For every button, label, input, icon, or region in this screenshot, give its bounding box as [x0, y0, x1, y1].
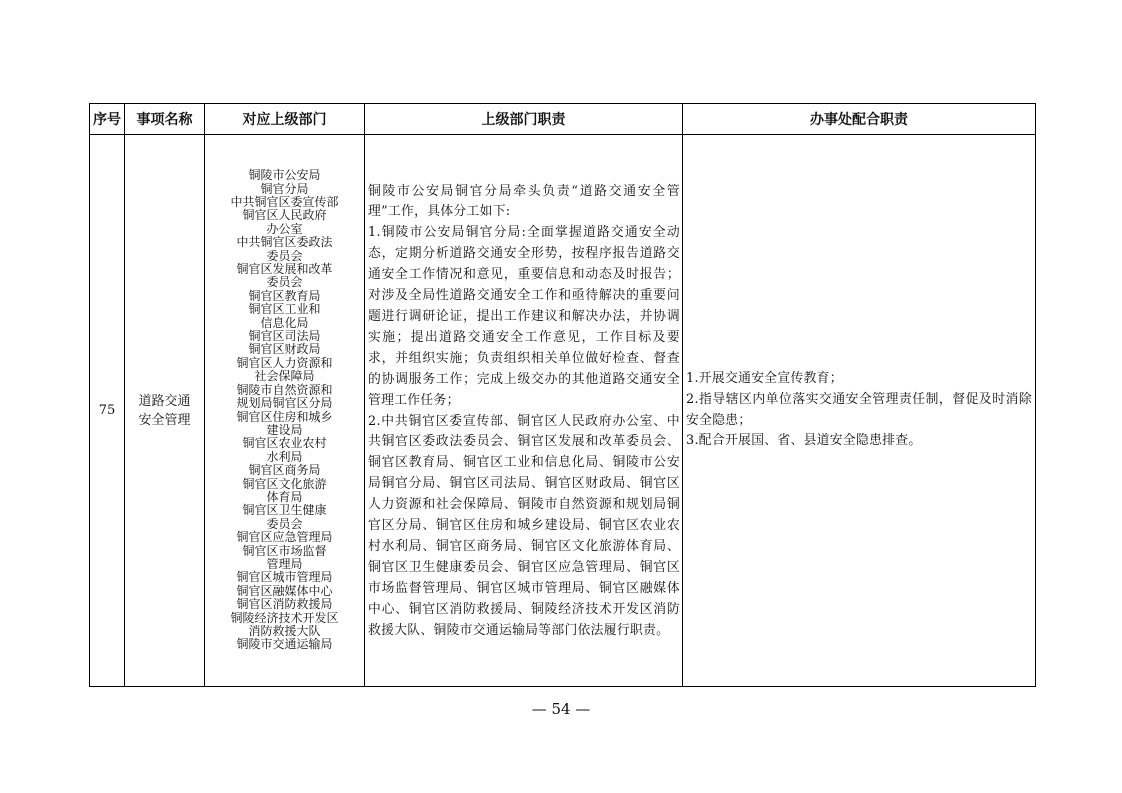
dept-line: 规划局铜官区分局	[236, 396, 333, 411]
dept-line: 铜官区发展和改革	[236, 262, 333, 277]
dept-line: 社会保障局	[254, 369, 315, 384]
coop-item: 1.开展交通安全宣传教育；	[686, 370, 843, 386]
row-coop	[683, 135, 1036, 687]
dept-line: 铜官区司法局	[248, 329, 321, 344]
name-line: 安全管理	[138, 412, 191, 428]
dept-line: 铜官区工业和	[248, 302, 321, 317]
dept-line: 委员会	[266, 275, 303, 290]
dept-line: 建设局	[266, 422, 303, 437]
dept-line: 铜陵经济技术开发区	[230, 610, 339, 625]
table-row	[90, 135, 1036, 687]
dept-line: 铜官区商务局	[248, 463, 321, 478]
dept-line: 铜官区应急管理局	[236, 530, 333, 545]
dept-line: 铜陵市自然资源和	[236, 382, 333, 397]
dept-line: 铜官区住房和城乡	[236, 409, 333, 424]
dept-line: 铜官区文化旅游	[242, 476, 327, 491]
header-dept: 对应上级部门	[205, 104, 365, 135]
header-name: 事项名称	[125, 104, 205, 135]
dept-line: 委员会	[266, 516, 303, 531]
row-seq: 75	[90, 135, 125, 687]
dept-line: 铜官区人民政府	[242, 208, 327, 223]
dept-line: 体育局	[266, 489, 303, 504]
row-name	[125, 135, 205, 687]
dept-line: 铜官区消防救援局	[236, 597, 333, 612]
dept-line: 消防救援大队	[248, 624, 321, 638]
dept-line: 中共铜官区委政法	[236, 235, 333, 250]
header-seq: 序号	[90, 104, 125, 135]
header-coop: 办事处配合职责	[683, 104, 1036, 135]
duty-paragraph: 1.铜陵市公安局铜官分局:全面掌握道路交通安全动态，定期分析道路交通安全形势，按程序报告道路交通安全工作情况和意见，重要信息和动态及时报告；对涉及全局性道路交通安全工作和亟待解决的重要问题进行调研论证，提出工作建议和解决办法，并协调实施；提出道路交通安全工作意见，工作目标及要求，并组织实施；负责组织相关单位做好检查、督查的协调服务工作；完成上级交办的其他道路交通安全管理工作任务；	[368, 225, 680, 408]
row-dept	[205, 135, 365, 687]
name-line: 道路交通	[138, 393, 191, 409]
dept-line: 水利局	[266, 449, 303, 464]
dept-line: 办公室	[266, 221, 303, 236]
header-duty: 上级部门职责	[365, 104, 683, 135]
page-number: — 54 —	[531, 700, 591, 718]
dept-line: 铜官分局	[260, 181, 309, 196]
dept-line: 管理局	[266, 556, 303, 571]
dept-line: 铜官区财政局	[248, 342, 321, 357]
dept-line: 信息化局	[260, 315, 309, 330]
dept-line: 铜官区教育局	[248, 288, 321, 303]
dept-line: 铜官区融媒体中心	[236, 583, 333, 598]
duty-paragraph: 铜陵市公安局铜官分局牵头负责“道路交通安全管理”工作，具体分工如下:	[368, 183, 680, 220]
dept-line: 铜官区人力资源和	[236, 355, 333, 370]
header-row	[90, 104, 1036, 135]
dept-line: 铜官区城市管理局	[236, 570, 333, 585]
coop-item: 3.配合开展国、省、县道安全隐患排查。	[686, 433, 922, 449]
duty-paragraph: 2.中共铜官区委宣传部、铜官区人民政府办公室、中共铜官区委政法委员会、铜官区发展和改革委员会、铜官区教育局、铜官区工业和信息化局、铜陵市公安局铜官分局、铜官区司法局、铜官区财政局、铜官区人力资源和社会保障局、铜陵市自然资源和规划局铜官区分局、铜官区住房和城乡建设局、铜官区农业农村水利局、铜官区商务局、铜官区文化旅游体育局、铜官区卫生健康委员会、铜官区应急管理局、铜官区市场监督管理局、铜官区城市管理局、铜官区融媒体中心、铜官区消防救援局、铜陵经济技术开发区消防救援大队、铜陵市交通运输局等部门依法履行职责。	[368, 413, 680, 638]
coop-item: 2.指导辖区内单位落实交通安全管理责任制，督促及时消除安全隐患；	[686, 391, 1032, 428]
row-duty	[365, 135, 683, 687]
dept-line: 铜官区市场监督	[242, 543, 327, 558]
dept-line: 中共铜官区委宣传部	[230, 195, 339, 209]
dept-line: 铜官区农业农村	[242, 436, 327, 451]
dept-line: 铜陵市公安局	[248, 168, 321, 183]
dept-line: 铜官区卫生健康	[242, 503, 327, 518]
duty-table	[89, 103, 1036, 687]
dept-line: 委员会	[266, 248, 303, 263]
dept-line: 铜陵市交通运输局	[236, 637, 333, 652]
